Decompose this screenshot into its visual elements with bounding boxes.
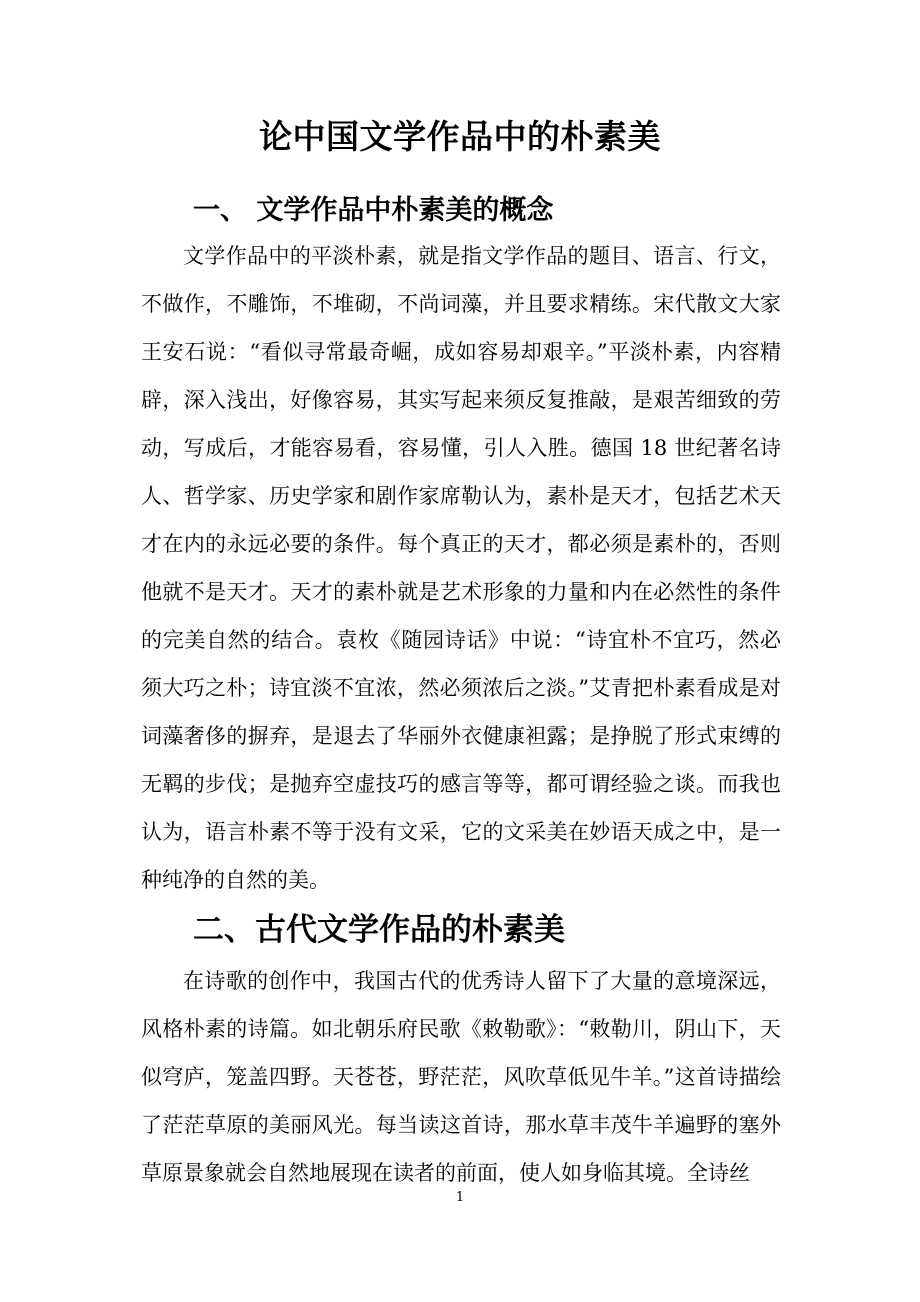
section-heading-2: 二、古代文学作品的朴素美 [193, 912, 565, 948]
section-heading-1: 一、 文学作品中朴素美的概念 [193, 195, 554, 226]
page-number: 1 [455, 1190, 465, 1205]
section-paragraph-1: 文学作品中的平淡朴素，就是指文学作品的题目、语言、行文，不做作，不雕饰，不堆砌，不尚词藻，并且要求精练。宋代散文大家王安石说：“看似寻常最奇崛，成如容易却艰辛。”平淡朴素，内容精辟，深入浅出，好像容易，其实写起来须反复推敲，是艰苦细致的劳动，写成后，才能容易看，容易懂，引人入胜。德国 18 世纪著名诗人、哲学家、历史学家和剧作家席勒认为，素朴是天才，包括艺术天才在内的永远必要的条件。每个真正的天才，都必须是素朴的，否则他就不是天才。天才的素朴就是艺术形象的力量和内在必然性的条件的完美自然的结合。袁枚《随园诗话》中说：“诗宜朴不宜巧，然必须大巧之朴；诗宜淡不宜浓，然必须浓后之淡。”艾青把朴素看成是对词藻奢侈的摒弃，是退去了华丽外衣健康袒露；是挣脱了形式束缚的无羁的步伐；是抛弃空虚技巧的感言等等，都可谓经验之谈。而我也认为，语言朴素不等于没有文采，它的文采美在妙语天成之中，是一种纯净的自然的美。 [141, 244, 781, 892]
section-paragraph-2: 在诗歌的创作中，我国古代的优秀诗人留下了大量的意境深远，风格朴素的诗篇。如北朝乐府民歌《敕勒歌》：“敕勒川，阴山下，天似穹庐，笼盖四野。天苍苍，野茫茫，风吹草低见牛羊。”这首诗描绘了茫茫草原的美丽风光。每当读这首诗，那水草丰茂牛羊遍野的塞外草原景象就会自然地展现在读者的前面，使人如身临其境。全诗丝 [141, 969, 781, 1185]
document-title: 论中国文学作品中的朴素美 [259, 117, 661, 156]
